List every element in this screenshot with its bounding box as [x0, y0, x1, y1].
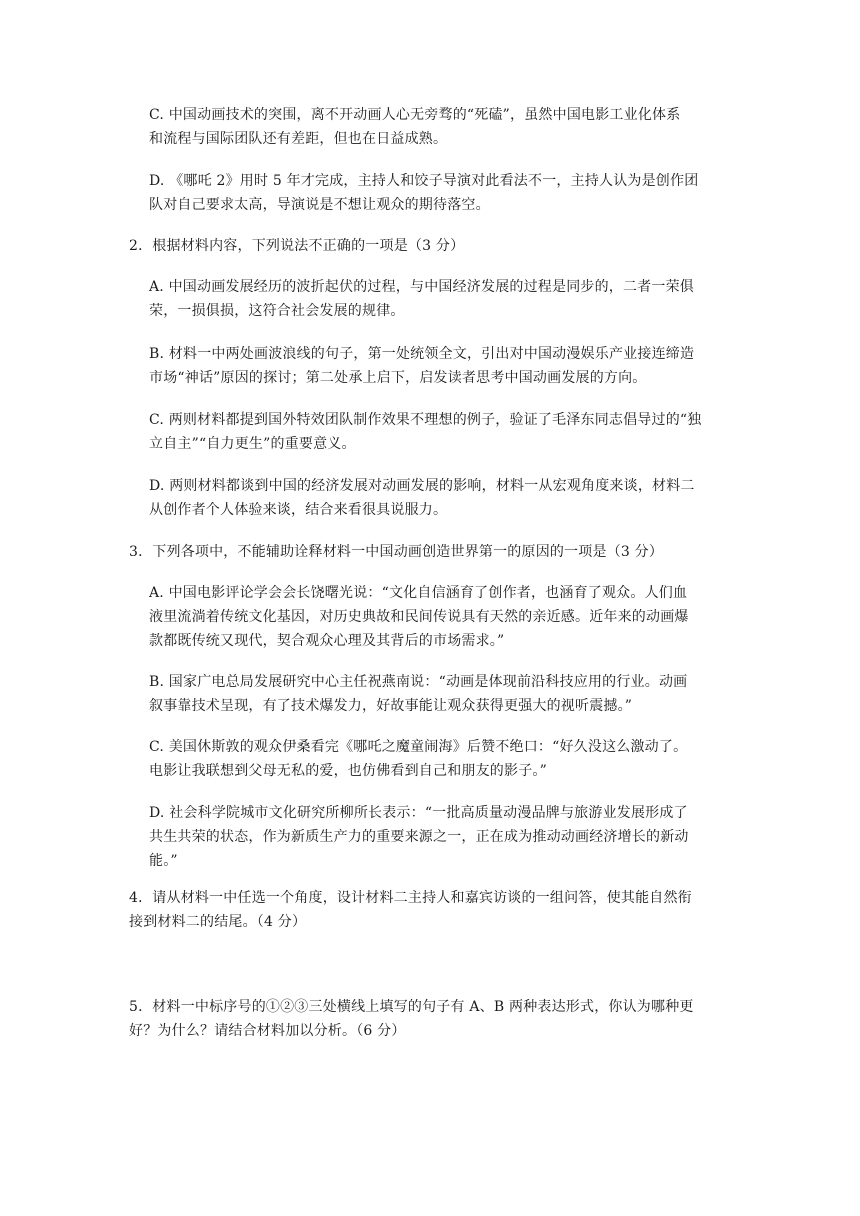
- text-line: D. 《哪吒 2》用时 5 年才完成，主持人和饺子导演对此看法不一，主持人认为是创作团: [149, 173, 699, 189]
- text-line: 队对自己要求太高，导演说是不想让观众的期待落空。: [149, 197, 490, 213]
- q2-option-a: [149, 275, 731, 323]
- text-line: 荣，一损俱损，这符合社会发展的规律。: [149, 303, 405, 319]
- text-line: 从创作者个人体验来谈，结合来看很具说服力。: [149, 502, 448, 518]
- text-line: 3．下列各项中，不能辅助诠释材料一中国动画创造世界第一的原因的一项是（3 分）: [129, 544, 664, 560]
- text-line: B. 材料一中两处画波浪线的句子，第一处统领全文，引出对中国动漫娱乐产业接连缔造: [149, 346, 695, 362]
- q1-option-d: [149, 169, 731, 217]
- text-line: 好？为什么？请结合材料加以分析。（6 分）: [129, 1023, 406, 1039]
- text-line: D. 两则材料都谈到中国的经济发展对动画发展的影响，材料一从宏观角度来谈，材料二: [149, 478, 695, 494]
- text-line: 液里流淌着传统文化基因，对历史典故和民间传说具有天然的亲近感。近年来的动画爆: [149, 609, 689, 625]
- q2-option-c: [149, 408, 731, 456]
- text-line: 电影让我联想到父母无私的爱，也仿佛看到自己和朋友的影子。”: [149, 763, 547, 779]
- text-line: 和流程与国际团队还有差距，但也在日益成熟。: [149, 131, 448, 147]
- q2-option-d: [149, 474, 731, 522]
- text-line: 能。”: [149, 853, 178, 869]
- q3-option-b: [149, 670, 731, 718]
- q1-option-c: [149, 103, 731, 151]
- text-line: C. 两则材料都提到国外特效团队制作效果不理想的例子，验证了毛泽东同志倡导过的“独: [149, 412, 702, 428]
- text-line: 4．请从材料一中任选一个角度，设计材料二主持人和嘉宾访谈的一组问答，使其能自然衔: [129, 890, 692, 906]
- text-line: A. 中国电影评论学会会长饶曙光说：“文化自信涵育了创作者，也涵育了观众。人们血: [149, 585, 688, 601]
- question-4: [129, 886, 731, 934]
- text-line: 共生共荣的状态，作为新质生产力的重要来源之一，正在成为推动动画经济增长的新动: [149, 829, 689, 845]
- text-line: 2．根据材料内容，下列说法不正确的一项是（3 分）: [129, 238, 465, 254]
- text-line: 5．材料一中标序号的①②③三处横线上填写的句子有 A、B 两种表达形式，你认为哪种更: [129, 999, 694, 1015]
- q3-option-c: [149, 735, 731, 783]
- text-line: 叙事靠技术呈现，有了技术爆发力，好故事能让观众获得更强大的视听震撼。”: [149, 698, 633, 714]
- question-3-stem: [129, 540, 731, 564]
- text-line: C. 中国动画技术的突围，离不开动画人心无旁骛的“死磕”，虽然中国电影工业化体系: [149, 107, 681, 123]
- text-line: C. 美国休斯敦的观众伊桑看完《哪吒之魔童闹海》后赞不绝口：“好久没这么激动了。: [149, 739, 688, 755]
- text-line: D. 社会科学院城市文化研究所柳所长表示：“一批高质量动漫品牌与旅游业发展形成了: [149, 805, 688, 821]
- text-line: B. 国家广电总局发展研究中心主任祝燕南说：“动画是体现前沿科技应用的行业。动画: [149, 674, 688, 690]
- question-2-stem: [129, 234, 731, 258]
- text-line: 市场“神话”原因的探讨；第二处承上启下，启发读者思考中国动画发展的方向。: [149, 370, 647, 386]
- text-line: 接到材料二的结尾。（4 分）: [129, 914, 307, 930]
- text-line: 款都既传统又现代，契合观众心理及其背后的市场需求。”: [149, 633, 505, 649]
- q3-option-d: [149, 801, 731, 873]
- text-line: A. 中国动画发展经历的波折起伏的过程，与中国经济发展的过程是同步的，二者一荣俱: [149, 279, 695, 295]
- q3-option-a: [149, 581, 731, 653]
- text-line: 立自主”“自力更生”的重要意义。: [149, 436, 356, 452]
- q2-option-b: [149, 342, 731, 390]
- question-5: [129, 995, 731, 1043]
